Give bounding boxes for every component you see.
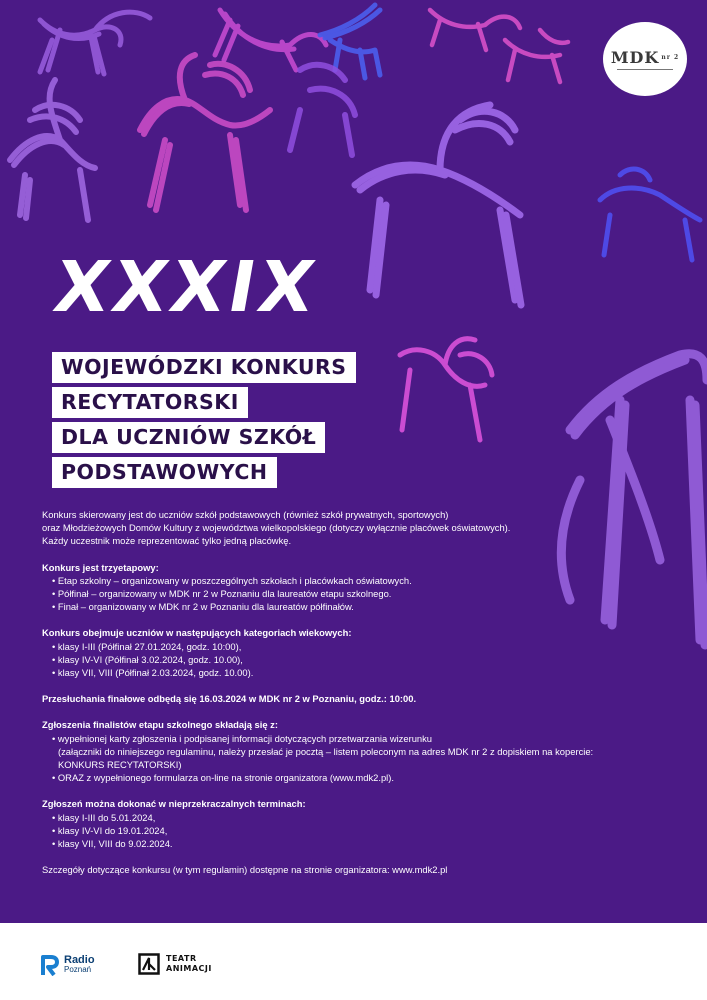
radio-city: Poznań bbox=[64, 965, 92, 974]
deadline-item: • klasy VII, VIII do 9.02.2024. bbox=[52, 838, 173, 850]
intro-line: Każdy uczestnik może reprezentować tylko jedną placówkę. bbox=[42, 535, 292, 547]
category-item: • klasy I-III (Półfinał 27.01.2024, godz. 10:00), bbox=[52, 640, 242, 652]
contest-title bbox=[52, 352, 356, 492]
radio-poznan-text bbox=[64, 955, 95, 975]
application-item: • ORAZ z wypełnionego formularza on-line na stronie organizatora (www.mdk2.pl). bbox=[52, 772, 394, 784]
pegasus-left bbox=[10, 80, 95, 220]
pegasus-pink-center bbox=[140, 55, 270, 210]
edition-number: XXXIX bbox=[48, 246, 325, 328]
pegasus-right-blue bbox=[600, 169, 700, 260]
mdk-logo-letters: MDK bbox=[610, 47, 660, 67]
title-line-1: WOJEWÓDZKI KONKURS bbox=[52, 352, 356, 383]
teatr-animacji-icon bbox=[138, 953, 160, 975]
stage-item: • Finał – organizowany w MDK nr 2 w Poznaniu dla laureatów półfinałów. bbox=[52, 601, 354, 613]
pegasus-pink-title bbox=[400, 339, 492, 440]
final-note: Przesłuchania finałowe odbędą się 16.03.2024 w MDK nr 2 w Poznaniu, godz.: 10:00. bbox=[42, 693, 417, 705]
pegasus-violet-mid bbox=[290, 65, 355, 155]
mdk-logo bbox=[603, 22, 687, 96]
category-item: • klasy IV-VI (Półfinał 3.02.2024, godz. 10.00), bbox=[52, 653, 243, 665]
teatr-line-1: TEATR bbox=[166, 954, 197, 963]
radio-name: Radio bbox=[64, 954, 95, 966]
teatr-line-2: ANIMACJI bbox=[166, 964, 212, 973]
intro-line: oraz Młodzieżowych Domów Kultury z województwa wielkopolskiego (dotyczy wyłącznie placówek oświatowych). bbox=[42, 522, 511, 534]
stages-heading: Konkurs jest trzyetapowy: bbox=[42, 561, 159, 573]
radio-poznan-icon bbox=[40, 954, 60, 976]
pegasus-large-right bbox=[355, 105, 521, 305]
pegasus-top-left bbox=[40, 12, 150, 74]
application-item: • wypełnionej karty zgłoszenia i podpisanej informacji dotyczących przetwarzania wizerunku bbox=[52, 732, 433, 744]
mdk-logo-nr: nr 2 bbox=[661, 53, 680, 61]
mdk-logo-text bbox=[611, 49, 679, 67]
details-note: Szczegóły dotyczące konkursu (w tym regulamin) dostępne na stronie organizatora: www.mdk2.pl bbox=[42, 864, 448, 876]
pegasus-top-right bbox=[430, 10, 568, 82]
category-item: • klasy VII, VIII (Półfinał 2.03.2024, godz. 10.00). bbox=[52, 667, 254, 679]
contest-description bbox=[42, 508, 662, 876]
application-item-note: KONKURS RECYTATORSKI) bbox=[58, 759, 182, 771]
stage-item: • Półfinał – organizowany w MDK nr 2 w Poznaniu dla laureatów etapu szkolnego. bbox=[52, 588, 392, 600]
deadline-item: • klasy I-III do 5.01.2024, bbox=[52, 811, 156, 823]
deadline-item: • klasy IV-VI do 19.01.2024, bbox=[52, 824, 168, 836]
intro-line: Konkurs skierowany jest do uczniów szkół podstawowych (również szkół prywatnych, sportowych) bbox=[42, 509, 449, 520]
teatr-animacji-logo bbox=[138, 953, 212, 975]
title-line-4: PODSTAWOWYCH bbox=[52, 457, 277, 488]
radio-poznan-logo bbox=[40, 954, 95, 976]
stage-item: • Etap szkolny – organizowany w poszczególnych szkołach i placówkach oświatowych. bbox=[52, 574, 412, 586]
application-item-note: (załączniki do niniejszego regulaminu, należy przesłać je pocztą – listem poleconym na adres MDK nr 2 z dopiskiem na kopercie: bbox=[58, 745, 594, 757]
categories-heading: Konkurs obejmuje uczniów w następujących kategoriach wiekowych: bbox=[42, 627, 352, 639]
mdk-logo-underline bbox=[617, 69, 673, 70]
deadlines-heading: Zgłoszeń można dokonać w nieprzekraczalnych terminach: bbox=[42, 798, 306, 810]
title-line-2: RECYTATORSKI bbox=[52, 387, 248, 418]
applications-heading: Zgłoszenia finalistów etapu szkolnego składają się z: bbox=[42, 719, 278, 731]
pegasus-top-center bbox=[215, 10, 326, 70]
sponsor-footer bbox=[0, 923, 707, 1000]
teatr-animacji-text bbox=[166, 954, 212, 974]
title-line-3: DLA UCZNIÓW SZKÓŁ bbox=[52, 422, 325, 453]
